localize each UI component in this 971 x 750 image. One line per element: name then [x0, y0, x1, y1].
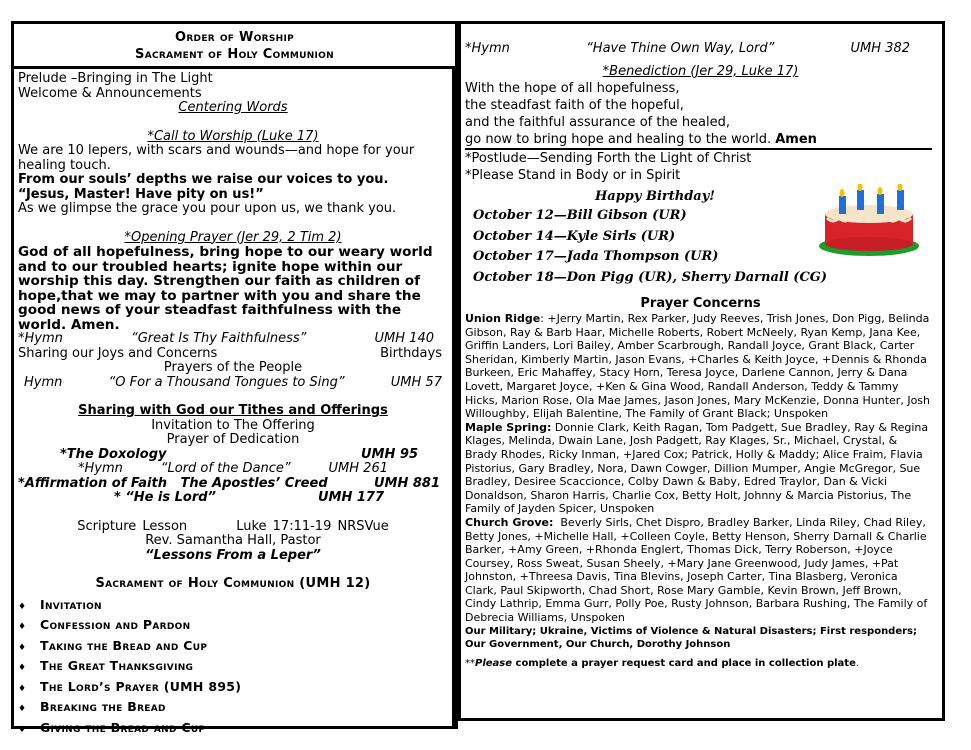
stand-note: *Please Stand in Body or in Spirit — [465, 168, 681, 183]
prayer-group-church-grove: Church Grove: Beverly Sirls, Chet Dispro, Bradley Barker, Linda Riley, Chad Riley, Betty Jones, +Michelle Hall, +Colleen Coyle, Betty Henson, Sherry Darnall & Charlie Barker, +Amy Green, +Rhonda Englert, Thomas Dick, Terry Roberson, +Joyce Coursey, Ross Sweat, Susan Sheely, +Mary Jane Greenwood, Judy James, +Pat Johnston, +Threesa Davis, Tina Blevins, Joseph Carter, Tina Blasberg, Veronica Clark, Paul Skipworth, Chad Short, Rose Mary Gamble, Kevin Brown, Jeff Brown, Cindy Lathrip, Emma Gurr, Polly Poe, Rusty Johnson, Barbara Rushing, The Family of Debrecia Williams, Unspoken — [465, 515, 931, 625]
birthday-item: October 12—Bill Gibson (UR) — [473, 208, 687, 223]
hymn-number: UMH 57 — [390, 374, 442, 390]
scripture-reference: Luke 17:11-19 NRSVue — [236, 518, 389, 534]
diamond-bullet-icon: ♦ — [18, 663, 27, 673]
diamond-bullet-icon: ♦ — [18, 704, 27, 714]
hymn-number: UMH 140 — [374, 331, 434, 346]
welcome: Welcome & Announcements — [18, 85, 202, 101]
diamond-bullet-icon: ♦ — [18, 724, 27, 735]
doxology: *The Doxology — [60, 446, 167, 462]
hymn-label: Hymn — [24, 374, 63, 390]
prelude: Prelude –Bringing in The Light — [18, 71, 213, 86]
hymn-number: UMH 261 — [328, 461, 388, 476]
hymn-label: *Hymn — [18, 331, 63, 346]
opening-prayer-title: *Opening Prayer (Jer 29, 2 Tim 2) — [124, 229, 342, 245]
joys-concerns: Sharing our Joys and Concerns — [18, 345, 218, 361]
diamond-bullet-icon: ♦ — [18, 601, 27, 612]
offering-title: Sharing with God our Tithes and Offerings — [78, 403, 388, 418]
hymn-title: “O For a Thousand Tongues to Sing” — [108, 374, 345, 390]
order-of-worship-panel — [11, 21, 458, 735]
he-is-lord-number: UMH 177 — [317, 490, 384, 505]
call-line-3: “Jesus, Master! Have pity on us!” — [18, 186, 264, 202]
sacrament-item: ♦ Invitation — [18, 596, 448, 617]
hymn-title: “Great Is Thy Faithfulness” — [130, 331, 307, 346]
prayer-concerns-title: Prayer Concerns — [640, 296, 761, 311]
benediction-line-2: the steadfast faith of the hopeful, — [465, 98, 684, 113]
benediction-line-4: go now to bring hope and healing to the world. — [465, 132, 772, 147]
sacrament-item: ♦ The Great Thanksgiving — [18, 657, 448, 678]
he-is-lord: * “He is Lord” — [114, 490, 216, 505]
call-to-worship-title: *Call to Worship (Luke 17) — [147, 128, 319, 144]
prayers-of-the-people: Prayers of the People — [163, 360, 303, 375]
birthday-item: October 17—Jada Thompson (UR) — [473, 249, 719, 264]
scripture-label: Scripture Lesson — [77, 518, 188, 534]
benediction-title: *Benediction (Jer 29, Luke 17) — [602, 64, 799, 79]
sermon-title: “Lessons From a Leper” — [145, 547, 321, 563]
birthday-cake-icon — [817, 184, 922, 259]
sacrament-title: Sacrament of Holy Communion (UMH 12) — [95, 576, 371, 591]
affirmation-of-faith: *Affirmation of Faith The Apostles’ Creed — [18, 475, 328, 491]
prayer-group-union-ridge: Union Ridge: +Jerry Martin, Rex Parker, Judy Reeves, Trish Jones, Don Pigg, Belinda Gibson, Ray & Barb Haar, Michelle Roberts, Robert McNeely, Ryan Kemp, Jana Kee, Griffin Landers, Lori Bailey, Amber Scarbrough, Randall Joyce, Grant Black, Carter Sheridan, Kimberly Martin, Jason Evans, +Charles & Keith Joyce, +Dennis & Rhonda Burkeen, Eric Mahaffey, Stacy Horn, Teresa Joyce, Darlene Cannon, Jerry & Dana Lovett, Margaret Joyce, +Ken & Gina Wood, Randall Anderson, Teddy & Tammy Hicks, Marion Rose, Ola Mae James, Jason Jones, Mary McKenzie, Donna Hunter, Josh Willoughby, Elijah Balentine, The Family of Grant Black; Unspoken — [465, 312, 931, 421]
order-header — [14, 24, 455, 71]
birthday-item: October 18—Don Pigg (UR), Sherry Darnall (CG) — [473, 269, 828, 285]
call-line-1: We are 10 lepers, with scars and wounds—and hope for your healing touch. — [18, 143, 415, 173]
prayer-dedication: Prayer of Dedication — [166, 432, 300, 447]
hymn-number: UMH 382 — [850, 41, 910, 56]
birthday-item: October 14—Kyle Sirls (UR) — [473, 228, 676, 244]
pastor: Rev. Samantha Hall, Pastor — [145, 533, 321, 548]
general-concerns: Our Military; Ukraine, Victims of Violence & Natural Disasters; First responders; Our Government, Our Church, Dorothy Johnson — [465, 625, 918, 650]
hymn-label: *Hymn — [465, 41, 510, 56]
benediction-line-1: With the hope of all hopefulness, — [465, 81, 680, 96]
diamond-bullet-icon: ♦ — [18, 642, 27, 653]
postlude: *Postlude—Sending Forth the Light of Christ — [465, 151, 752, 166]
call-line-4: As we glimpse the grace you pour upon us, we thank you. — [18, 201, 397, 216]
diamond-bullet-icon: ♦ — [18, 622, 27, 632]
sacrament-item: ♦ Confession and Pardon — [18, 616, 448, 637]
sacrament-item: ♦ Giving the Bread and Cup — [18, 719, 448, 740]
prayer-group-maple-spring: Maple Spring: Donnie Clark, Keith Ragan, Tom Padgett, Sue Bradley, Ray & Regina Klages, Melinda, Dwain Lane, Josh Padgett, Ray Klages, Sr., Michael, Crystal, & Brady Rhodes, Ricky Inman, +Jared Cox; Patrick, Holly & Maddy; Alice Fraim, Flavia Pistorius, Gary Bradley, Nora, Dawn Cowger, Dillion Mumper, Angie McGregor, Sue Bradley, Desiree Scaccionce, Colby Dawn & Baby, Edred Traylor, Dan & Vicki Donaldson, Sharon Harris, Charlie Cox, Betty Holt, Johnny & Marcia Pistorius, The Family of Jayden Spicer, Unspoken — [465, 420, 929, 516]
invitation-offering: Invitation to The Offering — [151, 417, 315, 433]
birthday-title: Happy Birthday! — [595, 189, 715, 204]
sacrament-item: ♦ The Lord’s Prayer (UMH 895) — [18, 678, 448, 699]
title-order-of-worship: Order of Worship — [174, 30, 295, 45]
sacrament-item: ♦ Taking the Bread and Cup — [18, 637, 448, 658]
benediction-line-3: and the faithful assurance of the healed, — [465, 115, 731, 130]
hymn-title: “Have Thine Own Way, Lord” — [586, 41, 775, 56]
prayer-request-note: **Please complete a prayer request card and place in collection plate. — [465, 657, 860, 669]
title-holy-communion: Sacrament of Holy Communion — [135, 47, 334, 62]
sacrament-list — [18, 596, 448, 740]
birthdays: Birthdays — [380, 345, 442, 361]
announcements-panel — [458, 21, 945, 721]
opening-prayer-text: God of all hopefulness, bring hope to our weary world and to our troubled hearts; ignite hope within our worship this day. Strengthen our faith as children of hope,that we may to partner with you and share the good news of your steadfast faithfulness with the world. Amen. — [18, 244, 433, 333]
hymn-title: “Lord of the Dance” — [160, 461, 291, 476]
centering-words: Centering Words — [178, 100, 288, 115]
affirmation-number: UMH 881 — [373, 475, 440, 491]
diamond-bullet-icon: ♦ — [18, 683, 27, 694]
doxology-number: UMH 95 — [361, 446, 418, 462]
order-body — [14, 66, 455, 735]
sacrament-item: ♦ Breaking the Bread — [18, 698, 448, 719]
benediction-amen: Amen — [775, 132, 817, 147]
hymn-label: *Hymn — [78, 461, 123, 476]
call-line-2: From our souls’ depths we raise our voices to you. — [18, 172, 389, 187]
